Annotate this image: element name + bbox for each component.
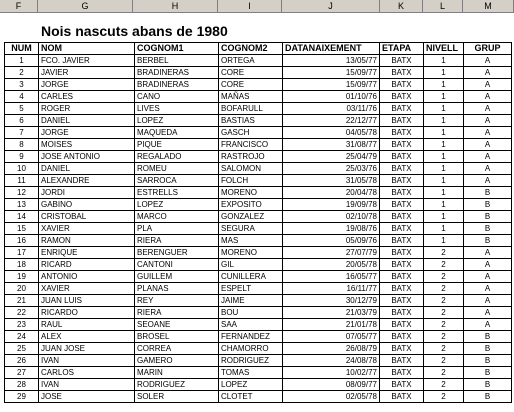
nom-cell[interactable]: GABINO — [39, 199, 135, 211]
date-cell[interactable]: 08/09/77 — [283, 379, 380, 391]
table-row — [5, 139, 512, 151]
grup-cell[interactable]: A — [464, 139, 512, 151]
column-header-bar — [0, 0, 514, 13]
table-row — [5, 295, 512, 307]
date-cell[interactable]: 26/08/79 — [283, 343, 380, 355]
nivell-cell[interactable]: 1 — [424, 79, 464, 91]
nivell-cell[interactable]: 1 — [424, 163, 464, 175]
cognom2-cell[interactable]: EXPOSITO — [219, 199, 283, 211]
nivell-cell[interactable]: 2 — [424, 319, 464, 331]
nivell-cell[interactable]: 2 — [424, 355, 464, 367]
cognom1-cell[interactable]: LOPEZ — [135, 115, 219, 127]
grup-cell[interactable]: B — [464, 343, 512, 355]
num-cell[interactable]: 22 — [5, 307, 39, 319]
cognom1-cell[interactable]: BRADINERAS — [135, 79, 219, 91]
num-cell[interactable]: 18 — [5, 259, 39, 271]
cognom1-cell[interactable]: MARCO — [135, 211, 219, 223]
grup-cell[interactable]: B — [464, 367, 512, 379]
cognom2-cell[interactable]: FRANCISCO — [219, 139, 283, 151]
etapa-cell[interactable]: BATX — [380, 295, 424, 307]
etapa-cell[interactable]: BATX — [380, 307, 424, 319]
nivell-cell[interactable]: 2 — [424, 295, 464, 307]
cognom1-cell[interactable]: SOLER — [135, 391, 219, 403]
date-cell[interactable]: 15/09/77 — [283, 79, 380, 91]
cognom1-cell[interactable]: BERBEL — [135, 55, 219, 67]
grup-cell[interactable]: A — [464, 307, 512, 319]
etapa-cell[interactable]: BATX — [380, 55, 424, 67]
date-cell[interactable]: 25/03/76 — [283, 163, 380, 175]
nom-cell[interactable]: MOISES — [39, 139, 135, 151]
nom-cell[interactable]: IVAN — [39, 355, 135, 367]
grup-cell[interactable]: B — [464, 331, 512, 343]
header-nom[interactable]: NOM — [39, 43, 135, 55]
etapa-cell[interactable]: BATX — [380, 235, 424, 247]
etapa-cell[interactable]: BATX — [380, 151, 424, 163]
nom-cell[interactable]: CARLES — [39, 91, 135, 103]
nom-cell[interactable]: DANIEL — [39, 163, 135, 175]
cognom2-cell[interactable]: BASTIAS — [219, 115, 283, 127]
num-cell[interactable]: 5 — [5, 103, 39, 115]
date-cell[interactable]: 31/05/78 — [283, 175, 380, 187]
nom-cell[interactable]: ANTONIO — [39, 271, 135, 283]
cognom2-cell[interactable]: RASTROJO — [219, 151, 283, 163]
nom-cell[interactable]: JOSE — [39, 391, 135, 403]
cognom1-cell[interactable]: RIERA — [135, 307, 219, 319]
cognom1-cell[interactable]: REGALADO — [135, 151, 219, 163]
etapa-cell[interactable]: BATX — [380, 175, 424, 187]
date-cell[interactable]: 19/08/76 — [283, 223, 380, 235]
cognom1-cell[interactable]: BERENGUER — [135, 247, 219, 259]
header-num[interactable]: NUM — [5, 43, 39, 55]
table-row — [5, 307, 512, 319]
date-cell[interactable]: 16/05/77 — [283, 271, 380, 283]
nivell-cell[interactable]: 1 — [424, 67, 464, 79]
nom-cell[interactable]: JOSE ANTONIO — [39, 151, 135, 163]
header-grup[interactable]: GRUP — [464, 43, 512, 55]
date-cell[interactable]: 21/03/79 — [283, 307, 380, 319]
grup-cell[interactable]: A — [464, 103, 512, 115]
column-header-j[interactable]: J — [282, 0, 380, 12]
header-nivell[interactable]: NIVELL — [424, 43, 464, 55]
cognom1-cell[interactable]: LIVES — [135, 103, 219, 115]
grup-cell[interactable]: A — [464, 283, 512, 295]
nivell-cell[interactable]: 1 — [424, 139, 464, 151]
etapa-cell[interactable]: BATX — [380, 343, 424, 355]
date-cell[interactable]: 04/05/78 — [283, 127, 380, 139]
nom-cell[interactable]: JORGE — [39, 79, 135, 91]
num-cell[interactable]: 19 — [5, 271, 39, 283]
table-row — [5, 259, 512, 271]
etapa-cell[interactable]: BATX — [380, 367, 424, 379]
cognom1-cell[interactable]: SARROCA — [135, 175, 219, 187]
etapa-cell[interactable]: BATX — [380, 79, 424, 91]
nom-cell[interactable]: RAMON — [39, 235, 135, 247]
table-row — [5, 67, 512, 79]
nivell-cell[interactable]: 2 — [424, 247, 464, 259]
cognom2-cell[interactable]: BOU — [219, 307, 283, 319]
nivell-cell[interactable]: 2 — [424, 283, 464, 295]
grup-cell[interactable]: B — [464, 199, 512, 211]
etapa-cell[interactable]: BATX — [380, 391, 424, 403]
nom-cell[interactable]: XAVIER — [39, 283, 135, 295]
date-cell[interactable]: 22/12/77 — [283, 115, 380, 127]
nivell-cell[interactable]: 1 — [424, 127, 464, 139]
cognom1-cell[interactable]: CORREA — [135, 343, 219, 355]
table-row — [5, 187, 512, 199]
cognom1-cell[interactable]: GUILLEM — [135, 271, 219, 283]
table-row — [5, 199, 512, 211]
grup-cell[interactable]: A — [464, 271, 512, 283]
cognom2-cell[interactable]: MAS — [219, 235, 283, 247]
column-header-k[interactable]: K — [380, 0, 423, 12]
nivell-cell[interactable]: 2 — [424, 391, 464, 403]
cognom2-cell[interactable]: ESPELT — [219, 283, 283, 295]
table-row — [5, 343, 512, 355]
cognom2-cell[interactable]: CHAMORRO — [219, 343, 283, 355]
table-row — [5, 103, 512, 115]
cognom1-cell[interactable]: LOPEZ — [135, 199, 219, 211]
grup-cell[interactable]: A — [464, 259, 512, 271]
num-cell[interactable]: 14 — [5, 211, 39, 223]
cognom2-cell[interactable]: LOPEZ — [219, 379, 283, 391]
cognom1-cell[interactable]: MARIN — [135, 367, 219, 379]
table-row — [5, 391, 512, 403]
grup-cell[interactable]: B — [464, 235, 512, 247]
table-row — [5, 247, 512, 259]
table-row — [5, 79, 512, 91]
nivell-cell[interactable]: 2 — [424, 367, 464, 379]
table-row — [5, 283, 512, 295]
date-cell[interactable]: 16/11/77 — [283, 283, 380, 295]
cognom2-cell[interactable]: FERNANDEZ — [219, 331, 283, 343]
grup-cell[interactable]: A — [464, 175, 512, 187]
cognom1-cell[interactable]: PLA — [135, 223, 219, 235]
table-row — [5, 331, 512, 343]
num-cell[interactable]: 23 — [5, 319, 39, 331]
table-row — [5, 175, 512, 187]
etapa-cell[interactable]: BATX — [380, 247, 424, 259]
etapa-cell[interactable]: BATX — [380, 259, 424, 271]
grup-cell[interactable]: A — [464, 295, 512, 307]
cognom2-cell[interactable]: FOLCH — [219, 175, 283, 187]
nivell-cell[interactable]: 1 — [424, 55, 464, 67]
num-cell[interactable]: 21 — [5, 295, 39, 307]
etapa-cell[interactable]: BATX — [380, 199, 424, 211]
date-cell[interactable]: 20/04/78 — [283, 187, 380, 199]
cognom1-cell[interactable]: PIQUE — [135, 139, 219, 151]
nivell-cell[interactable]: 1 — [424, 211, 464, 223]
nivell-cell[interactable]: 2 — [424, 259, 464, 271]
table-row — [5, 151, 512, 163]
num-cell[interactable]: 10 — [5, 163, 39, 175]
date-cell[interactable]: 10/02/77 — [283, 367, 380, 379]
nom-cell[interactable]: XAVIER — [39, 223, 135, 235]
etapa-cell[interactable]: BATX — [380, 67, 424, 79]
grup-cell[interactable]: B — [464, 211, 512, 223]
grup-cell[interactable]: A — [464, 55, 512, 67]
cognom2-cell[interactable]: CLOTET — [219, 391, 283, 403]
grup-cell[interactable]: B — [464, 391, 512, 403]
nivell-cell[interactable]: 1 — [424, 103, 464, 115]
cognom2-cell[interactable]: MORENO — [219, 247, 283, 259]
nivell-cell[interactable]: 1 — [424, 175, 464, 187]
num-cell[interactable]: 16 — [5, 235, 39, 247]
table-row — [5, 91, 512, 103]
num-cell[interactable]: 25 — [5, 343, 39, 355]
num-cell[interactable]: 3 — [5, 79, 39, 91]
nom-cell[interactable]: RAUL — [39, 319, 135, 331]
num-cell[interactable]: 12 — [5, 187, 39, 199]
grup-cell[interactable]: A — [464, 79, 512, 91]
grup-cell[interactable]: A — [464, 151, 512, 163]
sheet-title[interactable]: Nois nascuts abans de 1980 — [41, 23, 228, 39]
nivell-cell[interactable]: 2 — [424, 271, 464, 283]
num-cell[interactable]: 11 — [5, 175, 39, 187]
nivell-cell[interactable]: 1 — [424, 199, 464, 211]
nom-cell[interactable]: ALEX — [39, 331, 135, 343]
nom-cell[interactable]: FCO. JAVIER — [39, 55, 135, 67]
num-cell[interactable]: 1 — [5, 55, 39, 67]
cognom2-cell[interactable]: SALOMON — [219, 163, 283, 175]
cognom1-cell[interactable]: RODRIGUEZ — [135, 379, 219, 391]
column-header-i[interactable]: I — [218, 0, 282, 12]
table-row — [5, 127, 512, 139]
cognom1-cell[interactable]: BROSEL — [135, 331, 219, 343]
num-cell[interactable]: 6 — [5, 115, 39, 127]
cognom2-cell[interactable]: JAIME — [219, 295, 283, 307]
column-header-h[interactable]: H — [133, 0, 218, 12]
etapa-cell[interactable]: BATX — [380, 223, 424, 235]
cognom1-cell[interactable]: SEOANE — [135, 319, 219, 331]
etapa-cell[interactable]: BATX — [380, 271, 424, 283]
date-cell[interactable]: 25/04/79 — [283, 151, 380, 163]
table-row — [5, 115, 512, 127]
date-cell[interactable]: 03/11/76 — [283, 103, 380, 115]
nom-cell[interactable]: RICARDO — [39, 307, 135, 319]
cognom1-cell[interactable]: RIERA — [135, 235, 219, 247]
grup-cell[interactable]: A — [464, 67, 512, 79]
nivell-cell[interactable]: 2 — [424, 343, 464, 355]
num-cell[interactable]: 13 — [5, 199, 39, 211]
nom-cell[interactable]: DANIEL — [39, 115, 135, 127]
grup-cell[interactable]: B — [464, 355, 512, 367]
column-header-l[interactable]: L — [423, 0, 463, 12]
grup-cell[interactable]: A — [464, 115, 512, 127]
cognom2-cell[interactable]: SEGURA — [219, 223, 283, 235]
etapa-cell[interactable]: BATX — [380, 187, 424, 199]
etapa-cell[interactable]: BATX — [380, 91, 424, 103]
grup-cell[interactable]: A — [464, 91, 512, 103]
table-row — [5, 379, 512, 391]
nom-cell[interactable]: CRISTOBAL — [39, 211, 135, 223]
cognom1-cell[interactable]: BRADINERAS — [135, 67, 219, 79]
num-cell[interactable]: 8 — [5, 139, 39, 151]
date-cell[interactable]: 13/05/77 — [283, 55, 380, 67]
nivell-cell[interactable]: 1 — [424, 223, 464, 235]
etapa-cell[interactable]: BATX — [380, 331, 424, 343]
num-cell[interactable]: 15 — [5, 223, 39, 235]
cognom2-cell[interactable]: CORE — [219, 67, 283, 79]
cognom1-cell[interactable]: PLANAS — [135, 283, 219, 295]
cognom1-cell[interactable]: GAMERO — [135, 355, 219, 367]
date-cell[interactable]: 31/08/77 — [283, 139, 380, 151]
cognom2-cell[interactable]: CUNILLERA — [219, 271, 283, 283]
date-cell[interactable]: 30/12/79 — [283, 295, 380, 307]
cognom2-cell[interactable]: TOMAS — [219, 367, 283, 379]
date-cell[interactable]: 20/05/78 — [283, 259, 380, 271]
date-cell[interactable]: 02/10/78 — [283, 211, 380, 223]
table-row — [5, 271, 512, 283]
nom-cell[interactable]: ROGER — [39, 103, 135, 115]
table-row — [5, 163, 512, 175]
nivell-cell[interactable]: 1 — [424, 91, 464, 103]
column-header-m[interactable]: M — [463, 0, 514, 12]
grup-cell[interactable]: B — [464, 379, 512, 391]
cognom2-cell[interactable]: MORENO — [219, 187, 283, 199]
etapa-cell[interactable]: BATX — [380, 379, 424, 391]
table-row — [5, 223, 512, 235]
date-cell[interactable]: 15/09/77 — [283, 67, 380, 79]
grup-cell[interactable]: A — [464, 127, 512, 139]
nivell-cell[interactable]: 2 — [424, 379, 464, 391]
table-row — [5, 355, 512, 367]
students-table — [4, 42, 512, 403]
nom-cell[interactable]: CARLOS — [39, 367, 135, 379]
num-cell[interactable]: 26 — [5, 355, 39, 367]
date-cell[interactable]: 05/09/76 — [283, 235, 380, 247]
nivell-cell[interactable]: 1 — [424, 151, 464, 163]
date-cell[interactable]: 02/05/78 — [283, 391, 380, 403]
num-cell[interactable]: 27 — [5, 367, 39, 379]
cognom1-cell[interactable]: MAQUEDA — [135, 127, 219, 139]
etapa-cell[interactable]: BATX — [380, 115, 424, 127]
header-row — [5, 43, 512, 55]
cognom2-cell[interactable]: ORTEGA — [219, 55, 283, 67]
grup-cell[interactable]: B — [464, 223, 512, 235]
num-cell[interactable]: 29 — [5, 391, 39, 403]
etapa-cell[interactable]: BATX — [380, 103, 424, 115]
cognom1-cell[interactable]: CANTONI — [135, 259, 219, 271]
header-etapa[interactable]: ETAPA — [380, 43, 424, 55]
nom-cell[interactable]: JAVIER — [39, 67, 135, 79]
num-cell[interactable]: 20 — [5, 283, 39, 295]
num-cell[interactable]: 4 — [5, 91, 39, 103]
etapa-cell[interactable]: BATX — [380, 355, 424, 367]
nom-cell[interactable]: ENRIQUE — [39, 247, 135, 259]
grup-cell[interactable]: A — [464, 319, 512, 331]
grup-cell[interactable]: B — [464, 187, 512, 199]
etapa-cell[interactable]: BATX — [380, 163, 424, 175]
date-cell[interactable]: 21/01/78 — [283, 319, 380, 331]
nom-cell[interactable]: RICARD — [39, 259, 135, 271]
header-datanaixement[interactable]: DATANAIXEMENT — [283, 43, 380, 55]
nivell-cell[interactable]: 1 — [424, 187, 464, 199]
table-row — [5, 319, 512, 331]
nom-cell[interactable]: JUAN LUIS — [39, 295, 135, 307]
nivell-cell[interactable]: 2 — [424, 307, 464, 319]
date-cell[interactable]: 24/08/78 — [283, 355, 380, 367]
cognom1-cell[interactable]: REY — [135, 295, 219, 307]
cognom2-cell[interactable]: BOFARULL — [219, 103, 283, 115]
cognom1-cell[interactable]: ROMEU — [135, 163, 219, 175]
cognom2-cell[interactable]: GONZALEZ — [219, 211, 283, 223]
etapa-cell[interactable]: BATX — [380, 319, 424, 331]
nivell-cell[interactable]: 1 — [424, 115, 464, 127]
table-row — [5, 211, 512, 223]
nom-cell[interactable]: JUAN JOSE — [39, 343, 135, 355]
date-cell[interactable]: 01/10/76 — [283, 91, 380, 103]
cognom2-cell[interactable]: MAÑAS — [219, 91, 283, 103]
date-cell[interactable]: 07/05/77 — [283, 331, 380, 343]
column-header-g[interactable]: G — [38, 0, 133, 12]
grup-cell[interactable]: A — [464, 247, 512, 259]
cognom1-cell[interactable]: CANO — [135, 91, 219, 103]
table-row — [5, 235, 512, 247]
etapa-cell[interactable]: BATX — [380, 283, 424, 295]
cognom2-cell[interactable]: GASCH — [219, 127, 283, 139]
nom-cell[interactable]: ALEXANDRE — [39, 175, 135, 187]
grup-cell[interactable]: A — [464, 163, 512, 175]
num-cell[interactable]: 28 — [5, 379, 39, 391]
cognom2-cell[interactable]: RODRIGUEZ — [219, 355, 283, 367]
etapa-cell[interactable]: BATX — [380, 127, 424, 139]
cognom2-cell[interactable]: GIL — [219, 259, 283, 271]
nom-cell[interactable]: JORGE — [39, 127, 135, 139]
nivell-cell[interactable]: 2 — [424, 331, 464, 343]
nom-cell[interactable]: IVAN — [39, 379, 135, 391]
date-cell[interactable]: 27/07/79 — [283, 247, 380, 259]
nom-cell[interactable]: JORDI — [39, 187, 135, 199]
column-header-f[interactable]: F — [0, 0, 38, 12]
nivell-cell[interactable]: 1 — [424, 235, 464, 247]
num-cell[interactable]: 9 — [5, 151, 39, 163]
cognom2-cell[interactable]: CORE — [219, 79, 283, 91]
num-cell[interactable]: 24 — [5, 331, 39, 343]
num-cell[interactable]: 2 — [5, 67, 39, 79]
header-cognom2[interactable]: COGNOM2 — [219, 43, 283, 55]
cognom2-cell[interactable]: SAA — [219, 319, 283, 331]
etapa-cell[interactable]: BATX — [380, 139, 424, 151]
table-row — [5, 367, 512, 379]
num-cell[interactable]: 17 — [5, 247, 39, 259]
etapa-cell[interactable]: BATX — [380, 211, 424, 223]
cognom1-cell[interactable]: ESTRELLS — [135, 187, 219, 199]
header-cognom1[interactable]: COGNOM1 — [135, 43, 219, 55]
table-row — [5, 55, 512, 67]
date-cell[interactable]: 19/09/78 — [283, 199, 380, 211]
num-cell[interactable]: 7 — [5, 127, 39, 139]
